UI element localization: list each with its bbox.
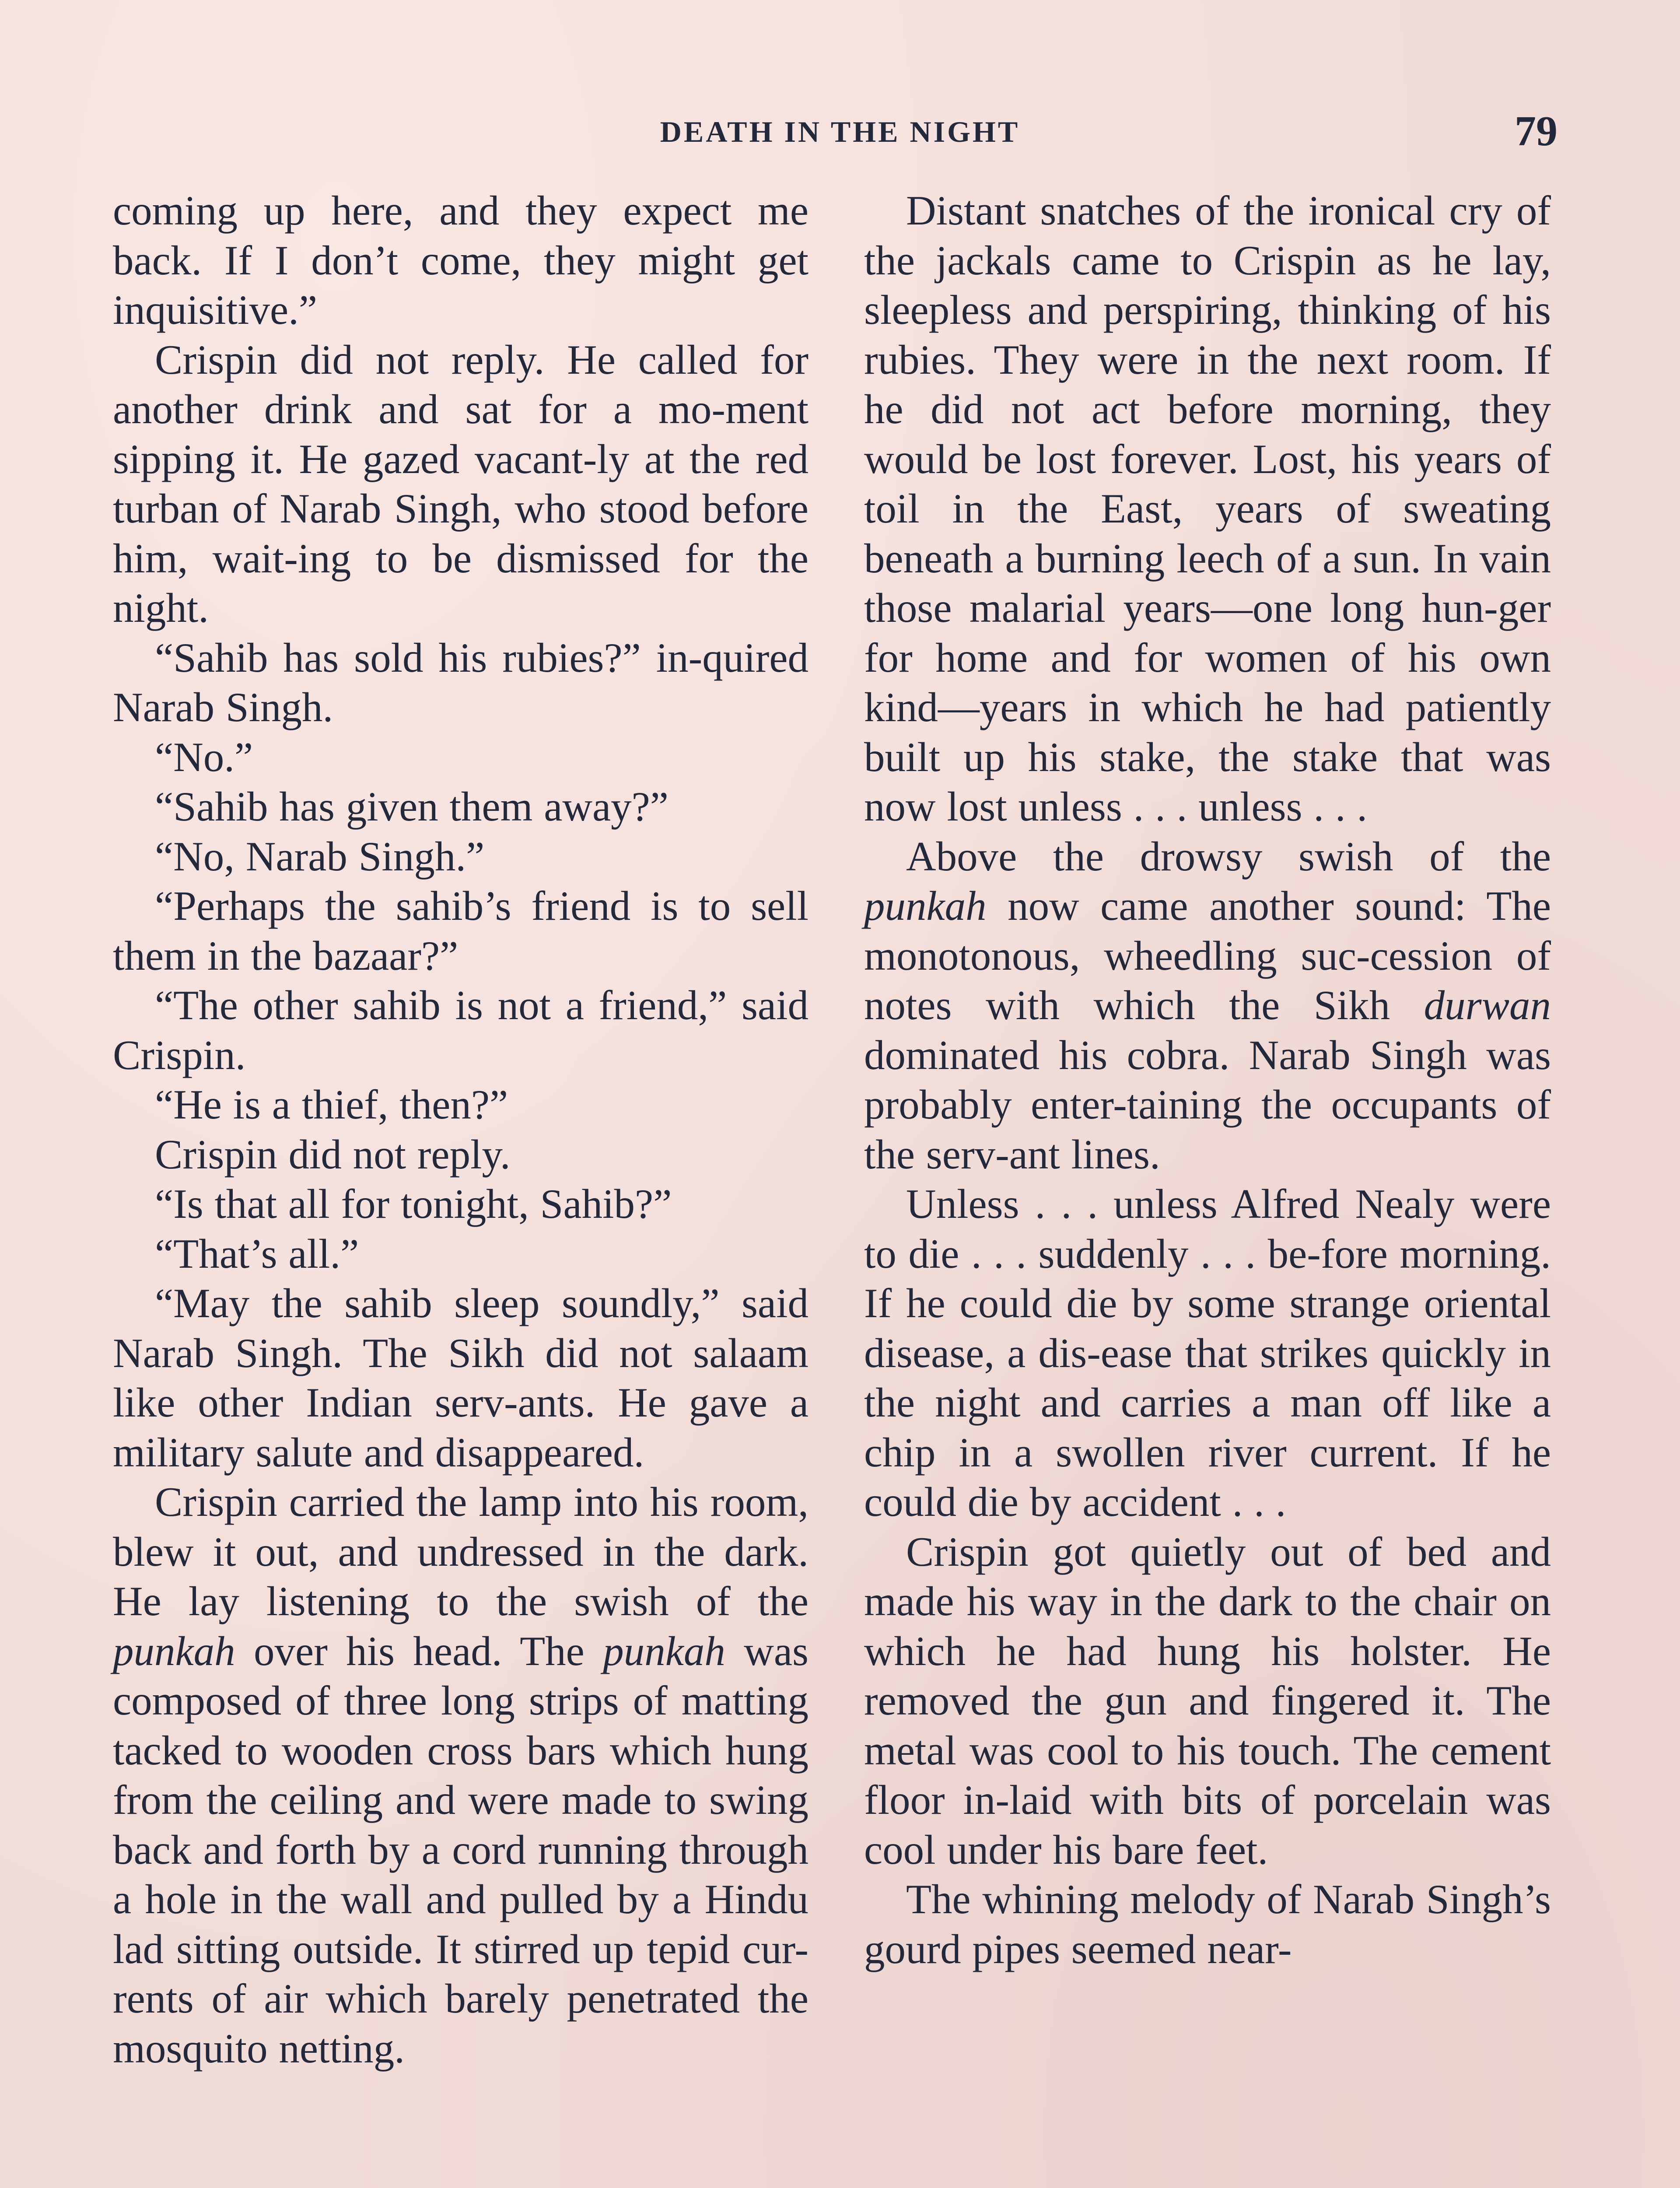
paragraph xyxy=(113,733,808,782)
paragraph xyxy=(113,1279,808,1477)
text-run: Unless . . . unless Alfred Nealy were to die . . . suddenly . . . be-fore morning. If he could die by some strange oriental disease, a dis-ease that strikes quickly in the night and carries a man off like a chip in a swollen river current. If he could die by accident . . . xyxy=(864,1181,1551,1525)
text-run: Distant snatches of the ironical cry of the jackals came to Crispin as he lay, sleepless and perspiring, thinking of his rubies. They were in the next room. If he did not act before morning, they would be lost forever. Lost, his years of toil in the East, years of sweating beneath a burning leech of a sun. In vain those malarial years—one long hun-ger for home and for women of his own kind—years in which he had patiently built up his stake, the stake that was now lost unless . . . unless . . . xyxy=(864,187,1551,830)
text-run: over his head. The xyxy=(235,1627,603,1674)
italic-term: punkah xyxy=(603,1627,725,1674)
paragraph xyxy=(113,881,808,981)
paragraph xyxy=(864,1875,1551,1974)
paragraph xyxy=(864,186,1551,832)
text-run: The whining melody of Narab Singh’s gourd pipes seemed near- xyxy=(864,1876,1551,1972)
text-run: coming up here, and they expect me back. If I don’t come, they might get inquisitive.” xyxy=(113,187,808,333)
paragraph xyxy=(113,633,808,733)
text-run: now came another sound: The monotonous, wheedling suc-cession of notes with which the Sikh xyxy=(864,883,1551,1028)
text-run: was composed of three long strips of matting tacked to wooden cross bars which hung from the ceiling and were made to swing back and forth by a cord running through a hole in the wall and pulled by a Hindu lad sitting outside. It stirred up tepid cur-rents of air which barely penetrated the mosquito netting. xyxy=(113,1627,808,2072)
paragraph xyxy=(113,1477,808,2073)
paragraph xyxy=(113,1080,808,1130)
text-run: “Sahib has sold his rubies?” in-quired Narab Singh. xyxy=(113,634,808,730)
paragraph xyxy=(113,1130,808,1180)
paragraph xyxy=(113,981,808,1080)
paragraph xyxy=(864,832,1551,1180)
text-run: “No, Narab Singh.” xyxy=(155,833,485,880)
paragraph xyxy=(113,832,808,882)
paragraph xyxy=(113,1229,808,1279)
text-run: Above the drowsy swish of the xyxy=(906,833,1551,880)
running-title: DEATH IN THE NIGHT xyxy=(660,115,1020,148)
paragraph xyxy=(864,1179,1551,1527)
left-column xyxy=(113,186,808,2188)
text-run: “May the sahib sleep soundly,” said Narab Singh. The Sikh did not salaam like other Indian serv-ants. He gave a military salute and disappeared. xyxy=(113,1280,808,1476)
paragraph xyxy=(113,782,808,832)
text-run: “The other sahib is not a friend,” said Crispin. xyxy=(113,982,808,1078)
text-run: “He is a thief, then?” xyxy=(155,1081,508,1128)
text-run: Crispin got quietly out of bed and made his way in the dark to the chair on which he had hung his holster. He removed the gun and fingered it. The metal was cool to his touch. The cement floor in-laid with bits of porcelain was cool under his bare feet. xyxy=(864,1528,1551,1873)
paragraph xyxy=(113,335,808,633)
paragraph xyxy=(864,1527,1551,1875)
text-run: “Sahib has given them away?” xyxy=(155,783,668,830)
right-column xyxy=(864,186,1551,2188)
paragraph xyxy=(113,1179,808,1229)
text-run: Crispin did not reply. He called for another drink and sat for a mo-ment sipping it. He gazed vacant-ly at the red turban of Narab Singh, who stood before him, wait-ing to be dismissed for the night. xyxy=(113,336,808,631)
paragraph xyxy=(113,186,808,335)
text-run: dominated his cobra. Narab Singh was probably enter-taining the occupants of the serv-ant lines. xyxy=(864,1031,1551,1178)
page-number: 79 xyxy=(1515,108,1558,155)
text-run: Crispin carried the lamp into his room, blew it out, and undressed in the dark. He lay listening to the swish of the xyxy=(113,1479,808,1624)
text-run: Crispin did not reply. xyxy=(155,1131,511,1178)
text-run: “That’s all.” xyxy=(155,1230,359,1277)
italic-term: durwan xyxy=(1424,982,1551,1028)
text-run: “Is that all for tonight, Sahib?” xyxy=(155,1181,672,1227)
text-run: “Perhaps the sahib’s friend is to sell them in the bazaar?” xyxy=(113,883,808,979)
italic-term: punkah xyxy=(113,1627,235,1674)
text-run: “No.” xyxy=(155,733,253,780)
italic-term: punkah xyxy=(864,883,987,929)
